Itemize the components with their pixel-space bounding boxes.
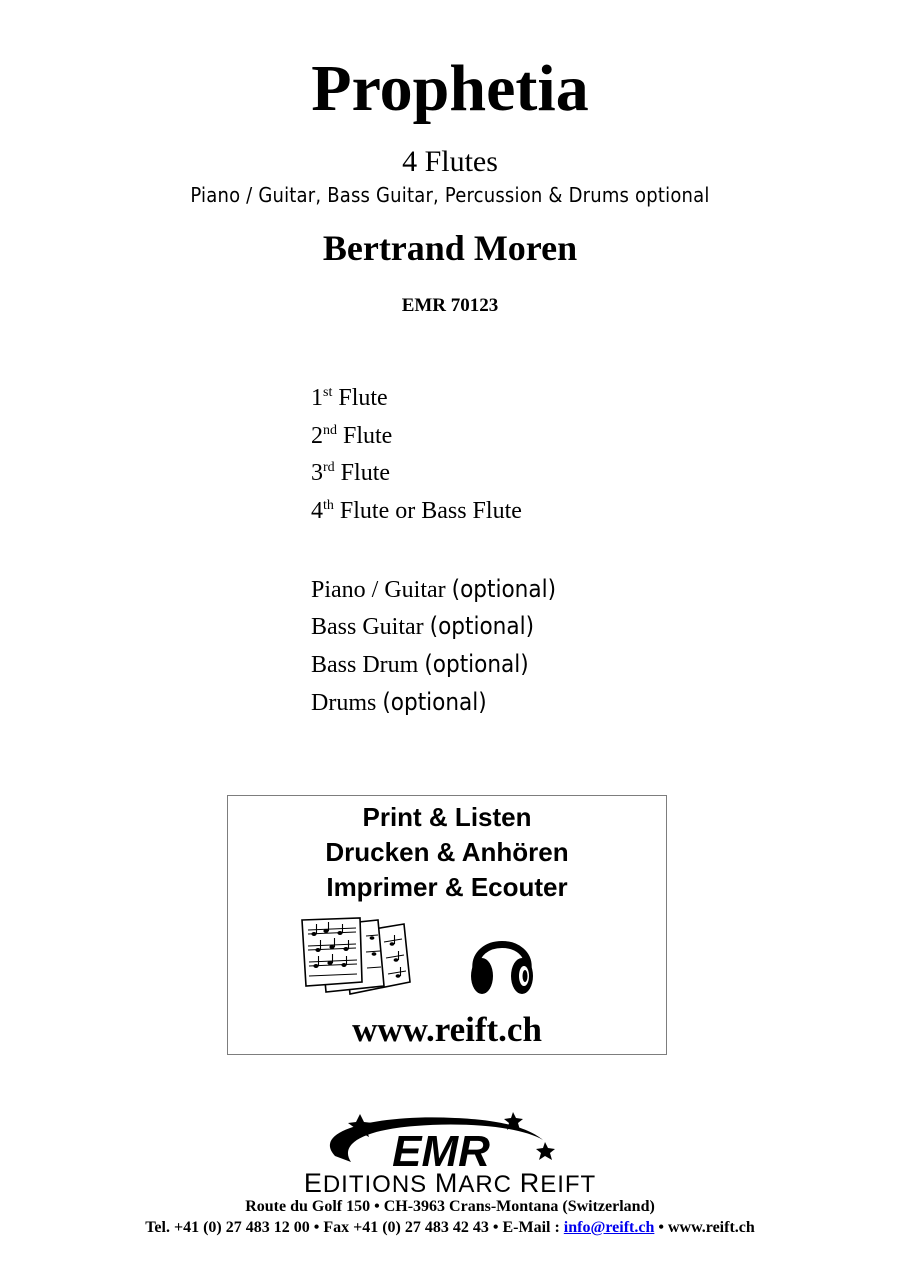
headphones-icon	[466, 920, 538, 1000]
sheet-music-icon	[300, 916, 412, 998]
catalog-number: EMR 70123	[401, 295, 499, 316]
instrumentation-line: Piano / Guitar, Bass Guitar, Percussion & Drums optional	[190, 183, 710, 207]
optional-part-item: Drums (optional)	[311, 687, 487, 716]
promo-line-english: Print & Listen	[362, 802, 532, 832]
composer-name: Bertrand Moren	[322, 228, 578, 268]
page-title: Prophetia	[311, 52, 589, 125]
publisher-name: EDITIONS MARC REIFT	[303, 1168, 597, 1198]
promo-line-french: Imprimer & Ecouter	[326, 872, 568, 902]
publisher-address: Route du Golf 150 • CH-3963 Crans-Montana (Switzerland)	[245, 1198, 655, 1215]
part-item: 1st Flute	[311, 385, 388, 411]
part-item: 3rd Flute	[311, 460, 391, 487]
part-item: 2nd Flute	[311, 422, 393, 449]
optional-part-item: Bass Drum (optional)	[311, 650, 529, 679]
optional-part-item: Piano / Guitar (optional)	[311, 574, 557, 603]
subtitle: 4 Flutes	[402, 145, 498, 178]
print-listen-box	[227, 795, 667, 1055]
logo-text: EMR	[392, 1127, 490, 1176]
promo-line-german: Drucken & Anhören	[325, 837, 569, 867]
parts-list	[311, 380, 671, 722]
website-url[interactable]: www.reift.ch	[352, 1010, 542, 1049]
optional-part-item: Bass Guitar (optional)	[311, 612, 535, 641]
email-link[interactable]: info@reift.ch	[563, 1219, 655, 1236]
part-item: 4th Flute or Bass Flute	[311, 498, 522, 525]
publisher-contact: Tel. +41 (0) 27 483 12 00 • Fax +41 (0) 27 483 42 43 • E-Mail : info@reift.ch • www.reift.ch	[145, 1219, 755, 1236]
